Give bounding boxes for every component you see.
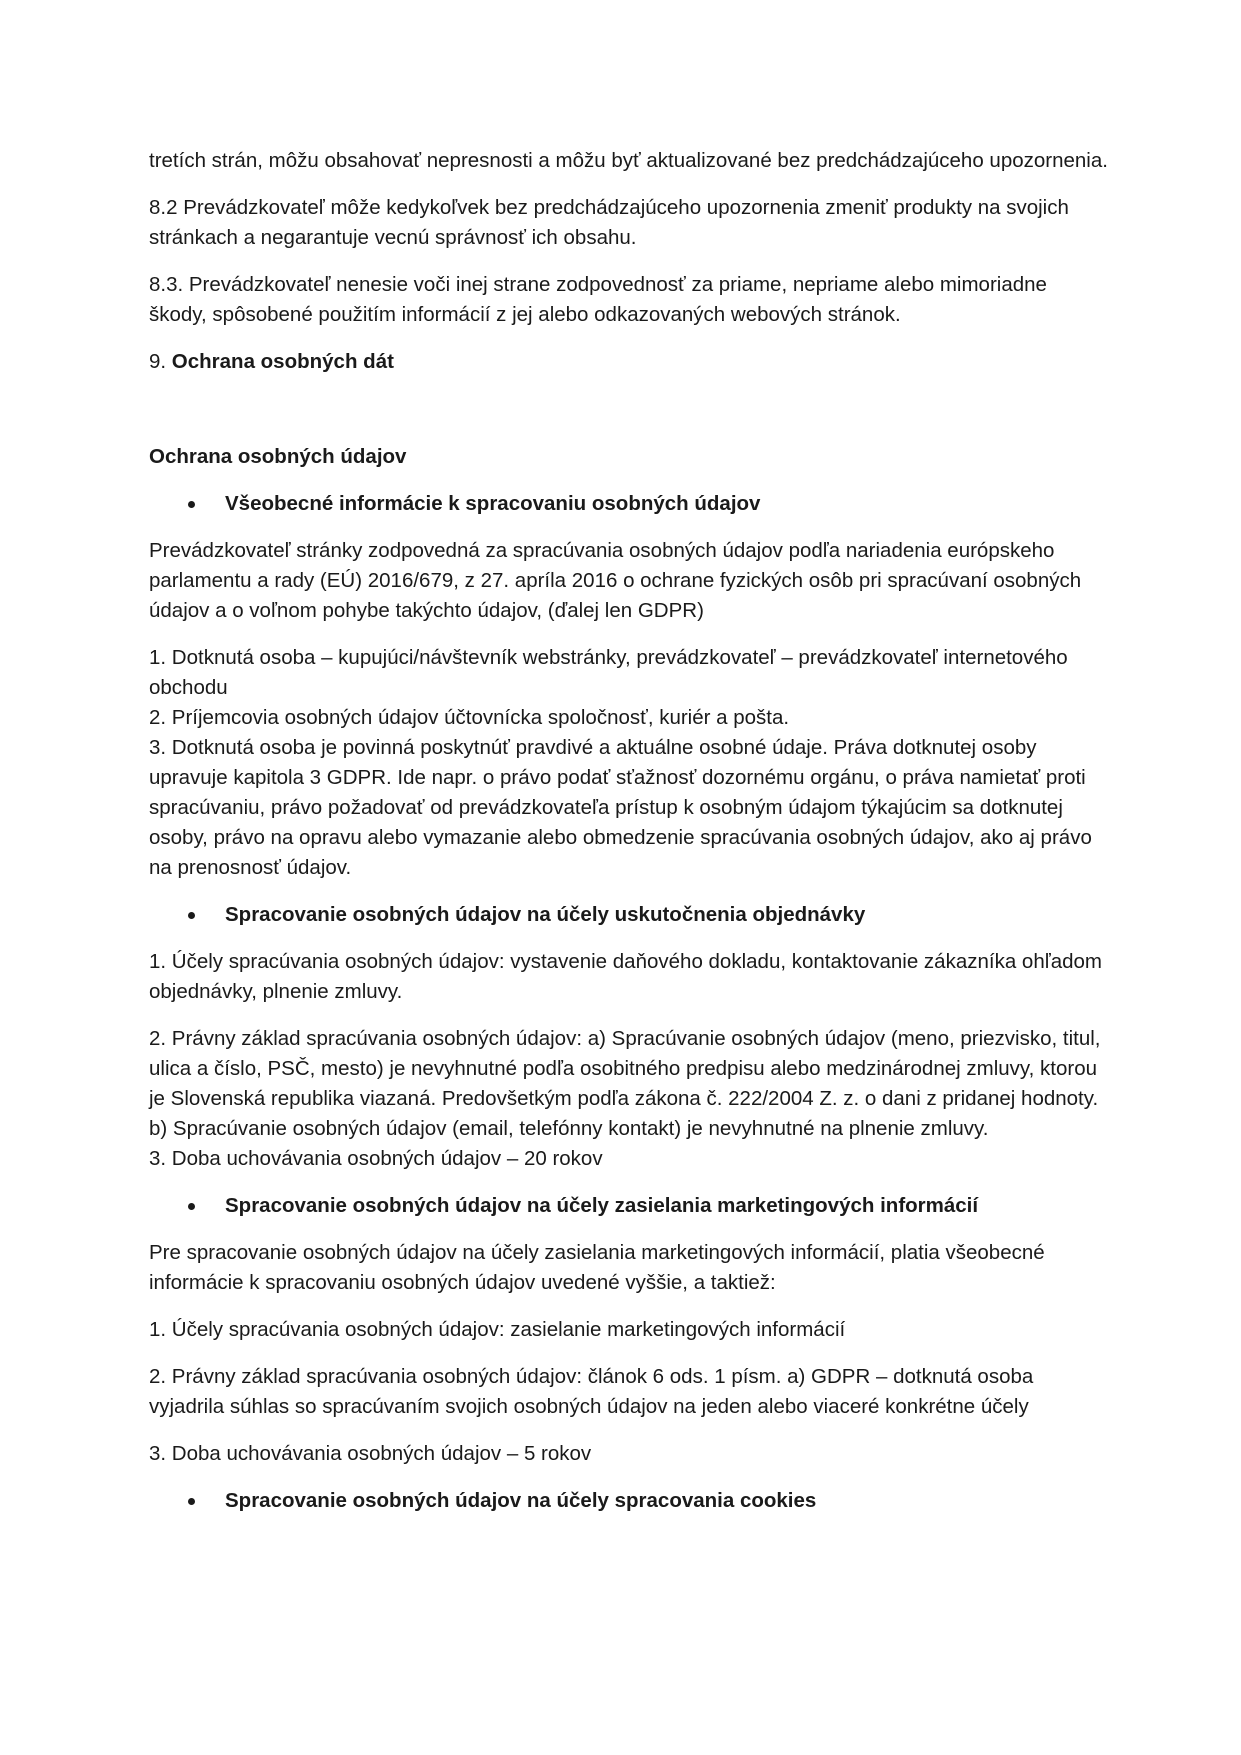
spacer	[149, 394, 1109, 442]
bullet-item	[149, 1486, 1109, 1516]
bullet-icon	[188, 1203, 195, 1210]
paragraph: 2. Právny základ spracúvania osobných údajov: a) Spracúvanie osobných údajov (meno, priezvisko, titul, ulica a číslo, PSČ, mesto) je nevyhnutné podľa osobitného predpisu alebo medzinárodnej zmluvy, ktorou je Slovenská republika viazaná. Predovšetkým podľa zákona č. 222/2004 Z. z. o dani z pridanej hodnoty. b) Spracúvanie osobných údajov (email, telefónny kontakt) je nevyhnutné na plnenie zmluvy.	[149, 1027, 1101, 1140]
bullet-icon	[188, 1498, 195, 1505]
bullet-item	[149, 900, 1109, 930]
subheading-ochrana: Ochrana osobných údajov	[149, 445, 407, 468]
paragraph-8-2: 8.2 Prevádzkovateľ môže kedykoľvek bez predchádzajúceho upozornenia zmeniť produkty na svojich stránkach a negarantuje vecnú správnosť ich obsahu.	[149, 196, 1069, 249]
bullet-icon	[188, 501, 195, 508]
list-item: 1. Dotknutá osoba – kupujúci/návštevník webstránky, prevádzkovateľ – prevádzkovateľ internetového obchodu	[149, 646, 1068, 699]
list-item: 2. Príjemcovia osobných údajov účtovnícka spoločnosť, kuriér a pošta.	[149, 706, 790, 729]
section-9-title: Ochrana osobných dát	[171, 350, 394, 373]
paragraph: tretích strán, môžu obsahovať nepresnosti a môžu byť aktualizované bez predchádzajúceho upozornenia.	[149, 149, 1108, 172]
bullet-text: Všeobecné informácie k spracovaniu osobných údajov	[225, 492, 761, 515]
section-9-heading	[149, 347, 1109, 377]
bullet-text: Spracovanie osobných údajov na účely spracovania cookies	[225, 1489, 817, 1512]
bullet-text: Spracovanie osobných údajov na účely zasielania marketingových informácií	[225, 1194, 979, 1217]
paragraph: 1. Účely spracúvania osobných údajov: vystavenie daňového dokladu, kontaktovanie zákazníka ohľadom objednávky, plnenie zmluvy.	[149, 950, 1102, 1003]
bullet-item	[149, 489, 1109, 519]
bullet-icon	[188, 912, 195, 919]
list-item: 3. Dotknutá osoba je povinná poskytnúť pravdivé a aktuálne osobné údaje. Práva dotknutej osoby upravuje kapitola 3 GDPR. Ide napr. o právo podať sťažnosť dozornému orgánu, o práva namietať proti spracúvaniu, právo požadovať od prevádzkovateľa prístup k osobným údajom týkajúcim sa dotknutej osoby, právo na opravu alebo vymazanie alebo obmedzenie spracúvania osobných údajov, ako aj právo na prenosnosť údajov.	[149, 736, 1092, 879]
paragraph: 1. Účely spracúvania osobných údajov: zasielanie marketingových informácií	[149, 1318, 846, 1341]
paragraph: 3. Doba uchovávania osobných údajov – 5 rokov	[149, 1442, 592, 1465]
document-body	[149, 146, 1109, 1533]
paragraph: Pre spracovanie osobných údajov na účely zasielania marketingových informácií, platia všeobecné informácie k spracovaniu osobných údajov uvedené vyššie, a taktiež:	[149, 1241, 1045, 1294]
paragraph-gdpr: Prevádzkovateľ stránky zodpovedná za spracúvania osobných údajov podľa nariadenia európskeho parlamentu a rady (EÚ) 2016/679, z 27. apríla 2016 o ochrane fyzických osôb pri spracúvaní osobných údajov a o voľnom pohybe takýchto údajov, (ďalej len GDPR)	[149, 539, 1082, 622]
paragraph: 3. Doba uchovávania osobných údajov – 20 rokov	[149, 1147, 603, 1170]
paragraph: 2. Právny základ spracúvania osobných údajov: článok 6 ods. 1 písm. a) GDPR – dotknutá osoba vyjadrila súhlas so spracúvaním svojich osobných údajov na jeden alebo viaceré konkrétne účely	[149, 1365, 1034, 1418]
section-9-number: 9.	[149, 350, 172, 373]
paragraph-8-3: 8.3. Prevádzkovateľ nenesie voči inej strane zodpovednosť za priame, nepriame alebo mimoriadne škody, spôsobené použitím informácií z jej alebo odkazovaných webových stránok.	[149, 273, 1047, 326]
bullet-item	[149, 1191, 1109, 1221]
bullet-text: Spracovanie osobných údajov na účely uskutočnenia objednávky	[225, 903, 866, 926]
